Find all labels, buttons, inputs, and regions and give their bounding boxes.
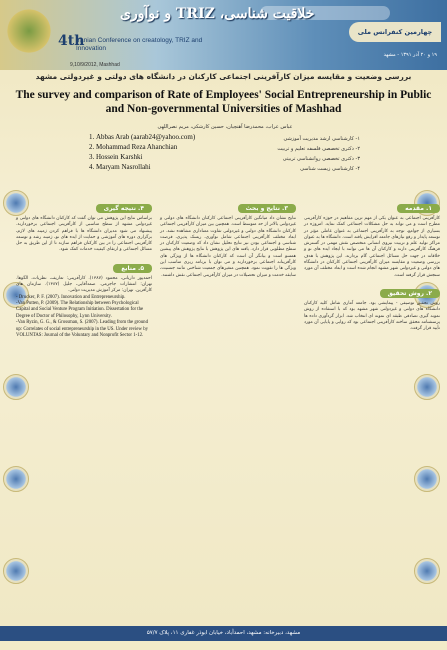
author-1: 1. Abbas Arab (aarab24@yahoo.com) xyxy=(96,132,242,142)
reference-en: -Van Putten, P. (2009). The Relationship between Psychological Capital and Social Venture Program Initiation. Dissertation for the Degree of Doctor of Philosophy, Lynn University. xyxy=(16,301,144,319)
section-heading: ۴. نتیجه گیری xyxy=(96,204,152,213)
paper-title-fa: بررسی وضعیت و مقایسه میزان کارآفرینی اجتماعی کارکنان در دانشگاه های دولتی و غیردولتی مشهد xyxy=(35,72,412,81)
section-body: نتایج نشان داد میانگین کارآفرینی اجتماعی کارکنان دانشگاه های دولتی و غیردولتی بالاتر از حد متوسط است. همچنین بین میزان کارآفرینی اجتماعی کارکنان دانشگاه های دولتی و غیردولتی تفاوت معناداری مشاهده نشد. در ابعاد مختلف کارآفرینی اجتماعی شامل نوآوری، ریسک پذیری، فرصت شناسی و اجتماعی بودن نیز نتایج تحلیل نشان داد که وضعیت کارکنان در سطح مطلوبی قرار دارد. یافته های این پژوهش با نتایج پژوهش های پیشین همسو است و بیانگر آن است که کارکنان دانشگاه ها از ویژگی های کارآفرینانه اجتماعی برخوردارند و می توان با برنامه ریزی مناسب این ویژگی ها را تقویت نمود. همچنین متغیرهای جمعیت شناختی مانند جنسیت، سابقه خدمت و میزان تحصیلات در میزان کارآفرینی اجتماعی نقش داشتند. xyxy=(160,216,296,278)
affiliation-1: ۱- کارشناسی ارشد مدیریت آموزشی xyxy=(283,136,360,142)
section-heading: ۲. روش تحقیق xyxy=(380,289,440,298)
affiliation-3: ۳- دکتری تخصصی روانشناسی تربیتی xyxy=(282,156,360,162)
section-heading: ۳. نتایج و بحث xyxy=(238,204,296,213)
conference-badge: چهارمین کنفرانس ملی xyxy=(349,22,441,42)
section-conclusion xyxy=(16,204,152,254)
authors-en xyxy=(82,132,242,172)
footer: مشهد، دبیرخانه: مشهد، احمدآباد، خیابان ابوذر غفاری ۱۱، پلاک ۵۷/۷ xyxy=(0,626,447,641)
column-right xyxy=(304,204,440,604)
paper-title-en: The survey and comparison of Rate of Employees' Social Entrepreneurship in Public and Non-governmental Universities of Mashhad xyxy=(15,89,432,115)
section-heading: ۵. منابع xyxy=(113,264,152,273)
affiliation-2: ۲- دکتری تخصصی فلسفه تعلیم و تربیت xyxy=(277,146,360,152)
affiliations xyxy=(250,134,360,174)
affiliation-4: ۴- کارشناسی زیست شناسی xyxy=(300,166,360,172)
conference-header xyxy=(0,0,447,70)
conference-logo-icon xyxy=(4,6,54,56)
section-introduction xyxy=(304,204,440,279)
authors-fa: عباس عراب، محمدرضا آهنچیان، حسین کارشکی، مریم نصراللهی xyxy=(157,124,293,130)
section-body: روش تحقیق توصیفی - پیمایشی بود. جامعه آماری شامل کلیه کارکنان دانشگاه های دولتی و غیردولتی شهر مشهد بود که با استفاده از روش نمونه گیری تصادفی طبقه ای نمونه ای انتخاب شد. ابزار گردآوری داده ها پرسشنامه محقق ساخته کارآفرینی اجتماعی بود که روایی و پایایی آن مورد تأیید قرار گرفت. xyxy=(304,300,440,332)
section-references xyxy=(16,264,152,340)
author-2: 2. Mohammad Reza Ahanchian xyxy=(96,142,242,152)
section-results xyxy=(160,204,296,279)
author-3: 3. Hossein Karshki xyxy=(96,152,242,162)
conference-date-fa: ۱۹ و ۲۰ آذر ۱۳۹۱ - مشهد xyxy=(383,52,437,58)
conference-number: 4th xyxy=(58,33,85,49)
column-middle xyxy=(160,204,296,604)
reference-en: -Van Ryzin, G. G., & Grossman, S. (2007). Leading from the ground up: Correlates of social entrepreneurship in the US. Under review by VOLUNTAS: Journal of the Voluntary and Nonprofit Sector 1-12. xyxy=(16,320,149,339)
section-body: کارآفرینی اجتماعی به عنوان یکی از مهم ترین مفاهیم در حوزه کارآفرینی مطرح است و می تواند به حل مشکلات اجتماعی کمک نماید. امروزه در بسیاری از جوامع، توجه به کارآفرینی اجتماعی به عنوان عاملی مؤثر در توسعه پایدار و رفع نیازهای جامعه افزایش یافته است. دانشگاه ها به عنوان مراکز تولید علم و تربیت نیروی انسانی متخصص نقش مهمی در گسترش فرهنگ کارآفرینی دارند و کارکنان آن ها می توانند با ایجاد ایده های نو و خلاقانه در جهت حل مسائل اجتماعی گام بردارند. این پژوهش با هدف بررسی وضعیت و مقایسه میزان کارآفرینی اجتماعی کارکنان در دانشگاه های دولتی و غیردولتی شهر مشهد انجام شده است و ابعاد مختلف آن مورد سنجش قرار گرفته است. xyxy=(304,216,440,278)
conference-date: 9,10/9/2012, Mashhad xyxy=(70,62,120,68)
reference-en: - Drucker, P. F. (2007). Innovation and Entrepreneurship. xyxy=(16,294,126,300)
references-fa: احمدپور داریانی، محمود (۱۳۸۷). کارآفرینی: تعاریف، نظریات، الگوها. تهران: انتشارات جاجرمی. صمدآقایی، جلیل (۱۳۸۷). سازمان های کارآفرین. تهران: مرکز آموزش مدیریت دولتی. xyxy=(16,275,153,294)
conference-name-en: Iranian Conference on creatology, TRIZ and Innovation xyxy=(76,37,203,52)
author-4: 4. Maryam Nasrollahi xyxy=(96,162,242,172)
section-method xyxy=(304,289,440,332)
column-left xyxy=(16,204,152,604)
section-body: براساس نتایج این پژوهش می توان گفت که کارکنان دانشگاه های دولتی و غیردولتی مشهد از سطح مناسبی از کارآفرینی اجتماعی برخوردارند. پیشنهاد می شود مدیران دانشگاه ها با فراهم کردن زمینه های لازم، برگزاری دوره های آموزشی و حمایت از ایده های نو، زمینه رشد و توسعه کارآفرینی اجتماعی را در بین کارکنان فراهم سازند تا از این طریق به حل مسائل اجتماعی و ارتقای کیفیت خدمات کمک شود. xyxy=(16,216,152,253)
section-heading: ۱. مقدمه xyxy=(397,204,440,213)
conference-title-fa: خلاقیت شناسی، TRIZ و نوآوری xyxy=(120,6,315,22)
